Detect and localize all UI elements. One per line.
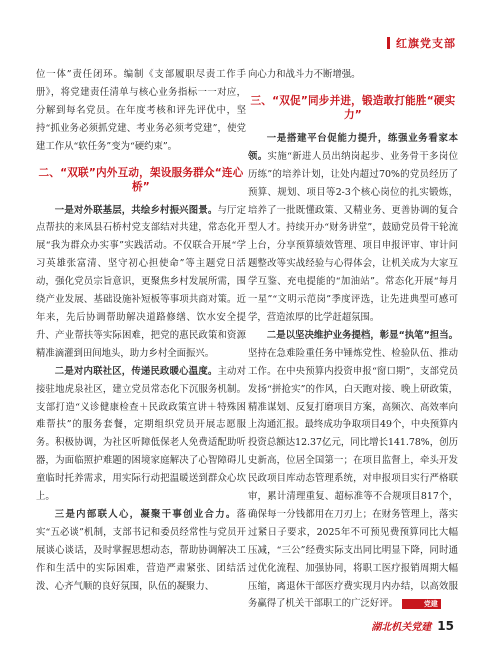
paragraph: [36, 506, 246, 596]
section-heading: 三、“双促”同步并进，锻造敢打能胜“硬实力”: [250, 94, 456, 121]
paragraph-body: 主动对接驻地虎泉社区，建立党员常态化下沉服务机制。支部打造“义诊健康检查＋民政政策宣讲＋特殊困难帮扶”的服务套餐，定期组织党员开展志愿服务。积极协调，为社区听障低保老人免费适配助听器，为面临照护难题的困境家庭解决了心智障碍儿童临时托养需求，用实际行动把温暖送到群众心坎上。: [36, 365, 246, 503]
paragraph-body: 落实“五必谈”机制，支部书记和委员经常性与党员开展谈心谈话，及时掌握思想动态，帮助协调解决工作和生活中的实际困难，营造严肃紧张、团结活泼、心齐气顺的良好氛围，队伍的凝聚力、: [36, 508, 246, 592]
lead-sentence: 二是以坚决维护业务提档，彰显“执笔”担当。: [266, 329, 458, 341]
left-column: [36, 66, 246, 595]
paragraph: [248, 327, 458, 614]
page-number: 15: [437, 618, 454, 633]
lead-sentence: 一是对外联基层，共绘乡村振兴图景。: [54, 204, 218, 216]
section-heading: 二、“双联”内外互动，架设服务群众“连心桥”: [38, 166, 244, 193]
paragraph: [248, 130, 458, 327]
right-column: [248, 66, 458, 613]
paragraph: 位一体”责任闭环。编制《支部履职尽责工作手册》，将党建责任清单与核心业务指标一一对应，分解到每名党员。在年度考核和评先评优中，坚持“抓业务必须抓党建、考业务必须考党建”，使党建工作从“软任务”变为“硬约束”。: [36, 69, 246, 152]
header-accent-bar: [387, 37, 390, 49]
lead-sentence: 二是对内联社区，传递民政暖心温度。: [54, 365, 218, 377]
paragraph: [36, 363, 246, 506]
paragraph-body: 与厅定点帮扶的来凤县石桥村党支部结对共建，常态化开展“我为群众办实事”实践活动。不仅联合开展“学习英雄张富清、坚守初心担使命”等主题党日活动，强化党员宗旨意识，更聚焦乡村发展所需，围绕产业发展、基础设施补短板等事项共商对策。近年来，先后协调帮助解决道路修缮、饮水安全提升、产业帮扶等实际困难，把党的惠民政策和资源精准滴灌到田间地头，助力乡村全面振兴。: [36, 204, 246, 359]
lead-sentence: 一是搭建平台促能力提升，练强业务看家本领。: [248, 132, 458, 162]
paragraph: [36, 202, 246, 363]
page-footer: [371, 618, 454, 633]
section-header: [387, 34, 456, 52]
end-mark-badge: 党建: [402, 599, 441, 609]
paragraph: 向心力和战斗力不断增强。: [248, 69, 361, 80]
paragraph-body: 实施“新进人员出纳岗起步、业务骨干多岗位历练”的培养计划，让处内超过70%的党员经历了预算、规划、项目等2-3个核心岗位的扎实锻炼，培养了一批既懂政策、又精业务、更善协调的复合型人才。持续开办“财务讲堂”，鼓励党员骨干轮流上台，分享预算绩效管理、项目申报评审、审计问题整改等实战经验与心得体会，让机关成为大家互学互鉴、充电提能的“加油站”。常态化开展“每月一星”“文明示范岗”季度评选，让先进典型可感可学，营造浓厚的比学赶超氛围。: [248, 150, 458, 323]
paragraph-body: 坚持在急难险重任务中锤炼党性、检验队伍、推动工作。在中央预算内投资申报“窗口期”，支部党员发扬“拼抢实”的作风，白天跑对接、晚上研政策，精准谋划、反复打磨项目方案，高频次、高效率向上沟通汇报。最终成功争取项目49个，中央预算内投资总额达12.37亿元，同比增长141.78%，创历史新高，位居全国第一；在项目监督上，牵头开发民政项目库动态管理系统，对申报项目实行严格联审，累计清理重复、超标准等不合规项目817个，确保每一分钱都用在刀刃上；在财务管理上，落实过紧日子要求，2025年不可预见费预算同比大幅压减，“三公”经费实际支出同比明显下降，同时通过优化流程、加强协同，将职工医疗报销周期大幅压缩，离退休干部医疗费实现月内办结，以高效服务赢得了机关干部职工的广泛好评。: [248, 347, 458, 610]
magazine-name: 湖北机关党建: [371, 622, 432, 633]
lead-sentence: 三是内部联人心，凝聚干事创业合力。: [54, 508, 237, 520]
section-title: 红旗党支部: [396, 37, 456, 50]
